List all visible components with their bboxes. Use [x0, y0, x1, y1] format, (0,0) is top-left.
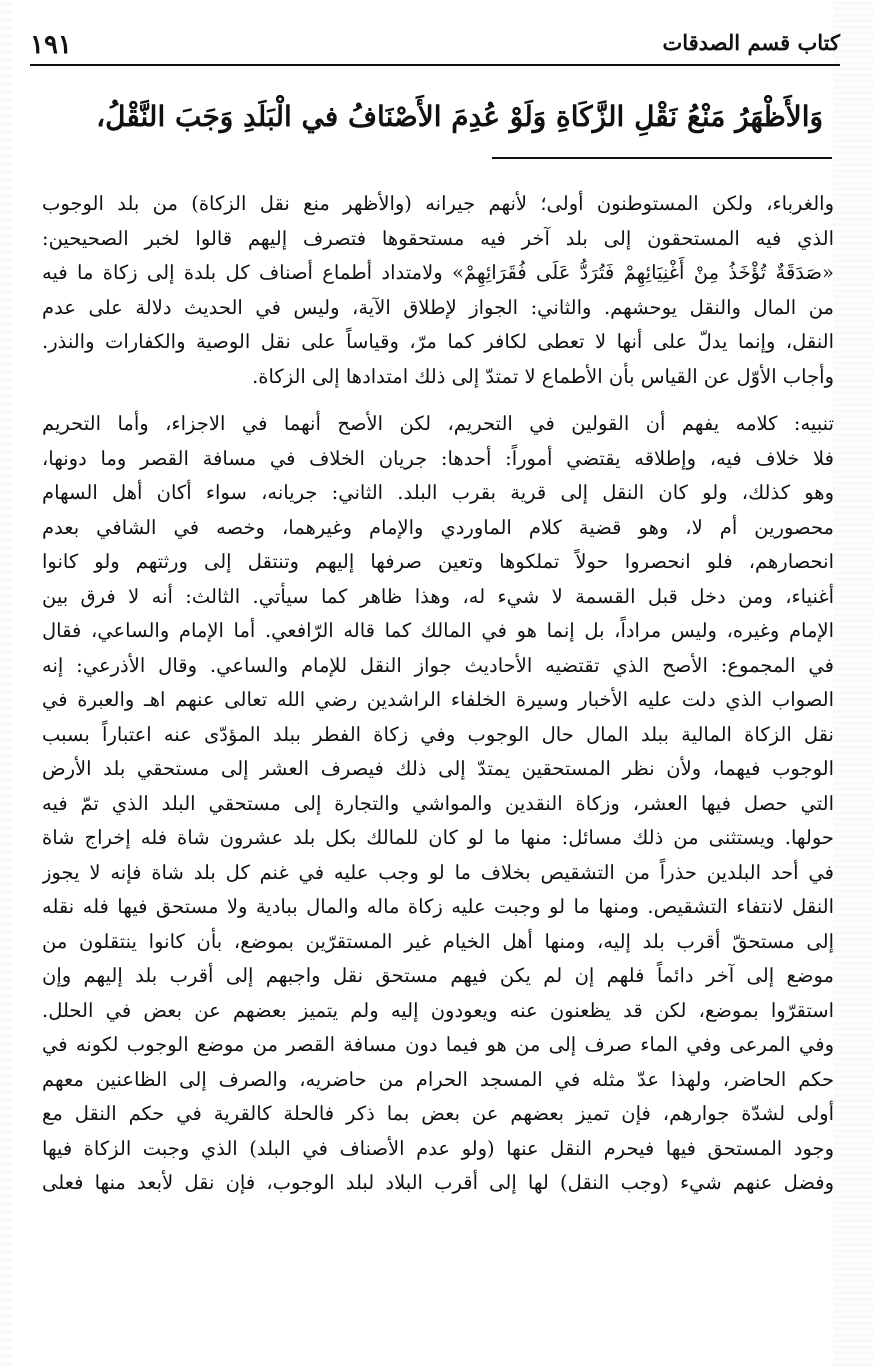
text-line: من المال والنقل يوحشهم. والثاني: الجواز لإطلاق الآية، وليس في الحديث دلالة على عدم	[42, 295, 834, 319]
matn-divider	[492, 157, 832, 159]
page-header	[30, 28, 840, 66]
text-line: التي حصل فيها العشر، وزكاة النقدين والمواشي والتجارة إلى مستحقي البلد الذي تمّ فيه	[42, 791, 834, 815]
text-line: الإمام وغيره، وليس مراداً، بل إنما هو في المالك كما قاله الرّافعي. أما الإمام والساعي، فقال	[42, 619, 834, 642]
text-line: أولى لشدّة جوارهم، فإن تميز بعضهم عن بعض بما ذكر فالحلة كالقرية في حكم النقل مع	[42, 1102, 834, 1125]
text-line: حولها. ويستثنى من ذلك مسائل: منها ما لو كان للمالك بكل بلد عشرون شاة فله إخراج شاة	[42, 826, 834, 849]
text-line: نقل الزكاة المالية ببلد المال حال الوجوب وفي زكاة الفطر ببلد المؤدّى عنه اعتباراً بسبب	[42, 722, 834, 746]
text-line: وهو كذلك، ولو كان النقل إلى قرية بقرب البلد. الثاني: جريانه، سواء أكان أهل السهام	[42, 481, 834, 504]
running-title: كتاب قسم الصدقات	[662, 30, 840, 55]
text-line: في أحد البلدين حذراً من التشقيص بخلاف ما لو وجب عليه في غنم كل بلد شاة فإنه لا يجوز	[42, 860, 834, 884]
commentary-text	[42, 187, 834, 1201]
page-number: ١٩١	[30, 30, 72, 60]
text-line: انحصارهم، فلو انحصروا حولاً تملكوها وتعين صرفها إليهم وتنتقل إلى ورثتهم ولو كانوا	[42, 550, 834, 573]
text-line: والغرباء، ولكن المستوطنون أولى؛ لأنهم جيرانه (والأظهر منع نقل الزكاة) من بلد الوجوب	[42, 192, 834, 215]
text-line: محصورين أم لا، وهو قضية كلام الماوردي والإمام وغيرهما، وخصه في الشافي بعدم	[42, 515, 834, 539]
commentary-paragraph	[42, 187, 834, 394]
text-line: «صَدَقَةٌ تُؤْخَذُ مِنْ أَغْنِيَائِهِمْ فَتُرَدُّ عَلَى فُقَرَائِهِمْ» ولامتداد أطماع أصناف كل بلدة إلى زكاة ما فيه	[42, 261, 834, 284]
text-line: النقل لانتفاء التشقيص. ومنها ما لو وجبت عليه زكاة ماله والمال ببادية ولا مستحق فيها فله نقله	[42, 895, 834, 918]
text-line: استقرّوا بموضع، لكن قد يظعنون عنه ويعودون إليه ولم يتميز بعضهم عن بعض في الحلل.	[42, 998, 834, 1022]
text-line: تنبيه: كلامه يفهم أن القولين في التحريم، لكن الأصح أنهما في الاجزاء، وأما التحريم	[42, 412, 834, 435]
text-line: الوجوب فيهما، ولأن نظر المستحقين يمتدّ إلى ذلك فيصرف العشر إلى مستحقي بلد الأرض	[42, 757, 834, 780]
text-line: إلى مستحقّ أقرب بلد إليه، ومنها أهل الخيام غير المستقرّين بموضع، بأن كانوا ينتقلون من	[42, 929, 834, 953]
page-edge-right	[833, 0, 873, 1367]
text-line: وجود المستحق فيها فيحرم النقل عنها (ولو عدم الأصناف في البلد) الذي وجبت الزكاة فيها	[42, 1136, 834, 1160]
text-line: في المجموع: الأصح الذي تقتضيه الأحاديث جواز النقل للإمام والساعي. وقال الأذرعي: إنه	[42, 653, 834, 677]
commentary-paragraph	[42, 407, 834, 1201]
text-line: النقل، وإنما يدلّ على أنها لا تعطى لكافر كما مرّ، وقياساً على نقل الوصية والكفارات والنذر.	[42, 330, 834, 353]
text-line: موضع إلى آخر دائماً فلهم إن لم يكن فيهم مستحق نقل واجبهم إلى أقرب بلد إليهم وإن	[42, 964, 834, 987]
text-line: وأجاب الأوّل عن القياس بأن الأطماع لا تمتدّ إلى ذلك امتدادها إلى الزكاة.	[252, 364, 834, 388]
text-line: وفضل عنهم شيء (وجب النقل) لها إلى أقرب البلاد لبلد الوجوب، فإن نقل لأبعد منها فعلى	[42, 1171, 834, 1194]
text-line: الصواب الذي دلت عليه الأخبار وسيرة الخلفاء الراشدين رضي الله تعالى عنهم اهـ والعبرة في	[42, 688, 834, 711]
matn-text: وَالأَظْهَرُ مَنْعُ نَقْلِ الزَّكَاةِ وَلَوْ عُدِمَ الأَصْنَافُ في الْبَلَدِ وَجَبَ النَّقْلُ،	[96, 100, 823, 133]
text-line: وفي المرعى وفي الماء صرف إلى من هو فيما دون مسافة القصر من موضع الوجوب لكونه في	[42, 1033, 834, 1056]
page-edge-left	[0, 0, 12, 1367]
text-line: أغنياء، ومن دخل قبل القسمة لا شيء له، وهذا ظاهر كما سيأتي. الثالث: أنه لا فرق بين	[42, 584, 834, 608]
text-line: فلا خلاف فيه، وإطلاقه يقتضي أموراً: أحدها: جريان الخلاف في مسافة القصر وما دونها،	[42, 446, 834, 470]
text-line: الذي فيه المستحقون إلى بلد آخر فيه مستحقوها فتصرف إليهم قالوا لخبر الصحيحين:	[42, 226, 834, 250]
text-line: حكم الحاضر، ولهذا عدّ مثله في المسجد الحرام من حاضريه، والصرف إلى الظاعنين معهم	[42, 1067, 834, 1091]
